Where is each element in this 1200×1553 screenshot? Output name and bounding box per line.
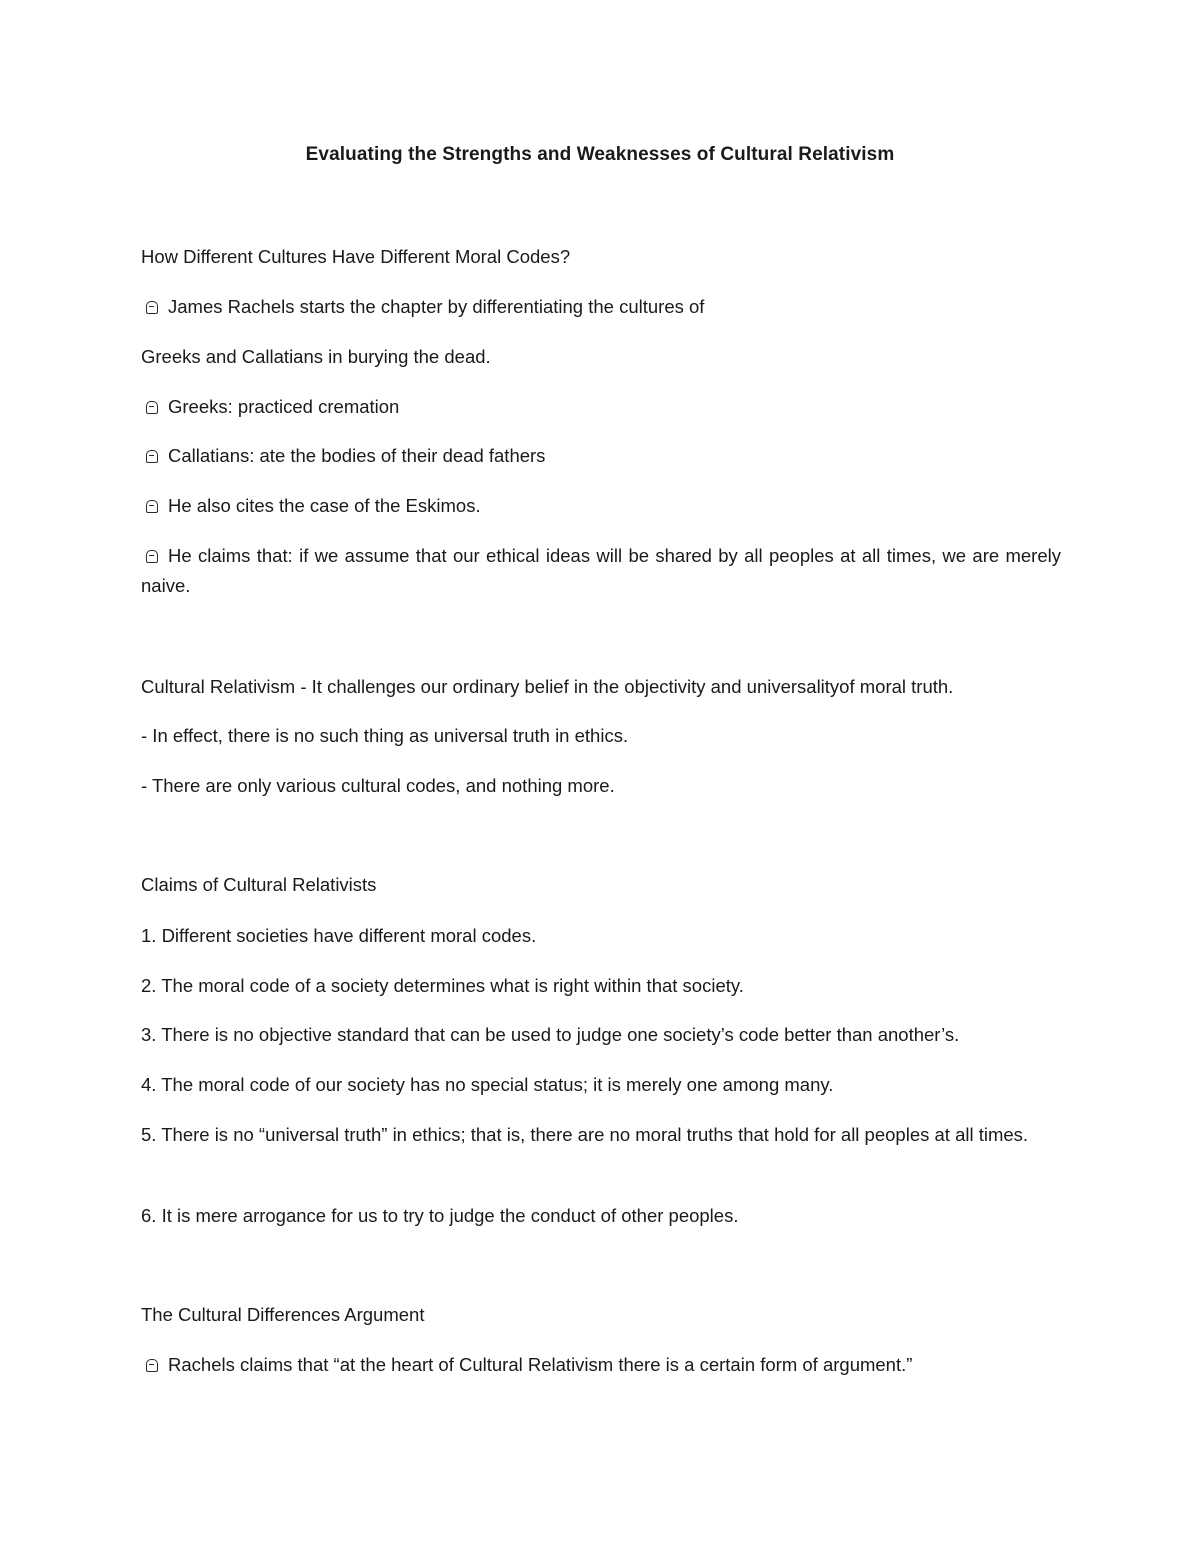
bullet-item: [141, 1350, 1061, 1380]
claim-item: 1. Different societies have different moral codes.: [141, 925, 537, 946]
sheet-bullet-icon: [146, 301, 158, 314]
claim-item: 6. It is mere arrogance for us to try to judge the conduct of other peoples.: [141, 1205, 739, 1226]
claim-item: 4. The moral code of our society has no special status; it is merely one among many.: [141, 1074, 834, 1095]
claim-item: 2. The moral code of a society determines what is right within that society.: [141, 975, 744, 996]
bullet-item: [141, 491, 1061, 521]
bullet-item: [141, 541, 1061, 601]
sheet-bullet-icon: [146, 1359, 158, 1372]
bullet-text: Greeks: practiced cremation: [168, 396, 400, 417]
sheet-bullet-icon: [146, 450, 158, 463]
sheet-bullet-icon: [146, 500, 158, 513]
document-title: Evaluating the Strengths and Weaknesses of Cultural Relativism: [305, 144, 895, 165]
bullet-text: James Rachels starts the chapter by differentiating the cultures of: [168, 296, 705, 317]
paragraph-line: - There are only various cultural codes, and nothing more.: [141, 775, 615, 796]
section-heading-cultural-differences: The Cultural Differences Argument: [141, 1304, 425, 1325]
bullet-text: He also cites the case of the Eskimos.: [168, 495, 481, 516]
bullet-text: Rachels claims that “at the heart of Cultural Relativism there is a certain form of argument.”: [168, 1354, 913, 1375]
sheet-bullet-icon: [146, 401, 158, 414]
claim-item: 3. There is no objective standard that can be used to judge one society’s code better than another’s.: [141, 1024, 960, 1045]
bullet-item: [141, 392, 1061, 422]
paragraph-line: Greeks and Callatians in burying the dead.: [141, 346, 491, 367]
section-heading-claims: Claims of Cultural Relativists: [141, 874, 377, 895]
definition-cultural-relativism: Cultural Relativism - It challenges our ordinary belief in the objectivity and universalityof moral truth.: [141, 676, 954, 697]
bullet-item: [141, 441, 1061, 471]
sheet-bullet-icon: [146, 550, 158, 563]
claim-item: 5. There is no “universal truth” in ethics; that is, there are no moral truths that hold for all peoples at all times.: [141, 1124, 1029, 1145]
section-heading-moral-codes: How Different Cultures Have Different Moral Codes?: [141, 246, 571, 267]
bullet-text: He claims that: if we assume that our ethical ideas will be shared by all peoples at all times, we are merely naive.: [141, 545, 1061, 596]
paragraph-line: - In effect, there is no such thing as universal truth in ethics.: [141, 725, 629, 746]
bullet-item: [141, 292, 1061, 322]
bullet-text: Callatians: ate the bodies of their dead fathers: [168, 445, 546, 466]
